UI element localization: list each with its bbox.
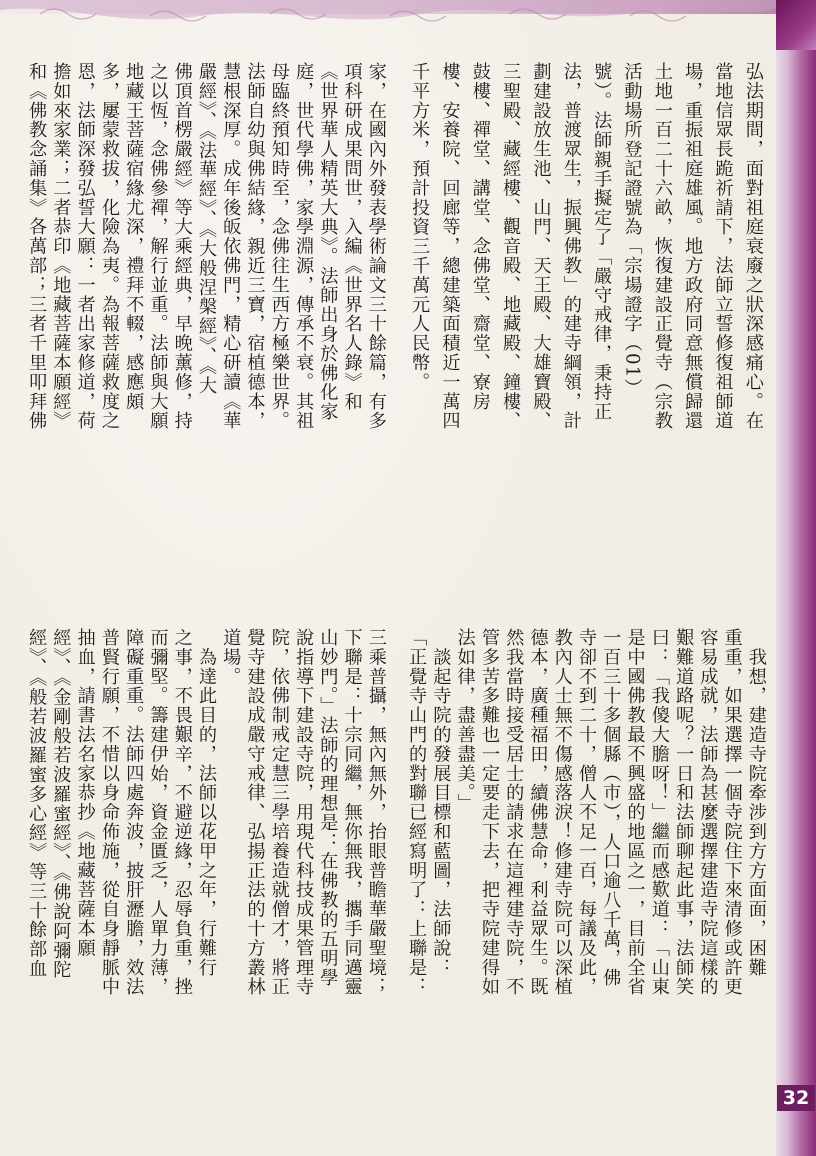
- corner-accent: [776, 0, 816, 56]
- page-number: 32: [777, 1085, 815, 1111]
- text-column: 下聯是：十宗同繼，無你無我，攜手同邁靈: [341, 628, 363, 997]
- text-block-upper-left: [24, 62, 388, 492]
- text-block-upper-right: [404, 62, 768, 492]
- text-column: 我想，建造寺院牽涉到方方面面，困難: [745, 628, 767, 978]
- text-column: 之以恆，念佛參禪，解行並重。法師與大願: [147, 62, 169, 431]
- text-column: 千平方米，預計投資三千萬元人民幣。: [409, 62, 431, 392]
- side-color-band: [776, 50, 816, 1156]
- text-column: 而彌堅。籌建伊始，資金匱乏，人單力薄，: [147, 628, 169, 997]
- text-column: 管多苦多難也一定要走下去，把寺院建得如: [478, 628, 500, 997]
- text-column: 恩，法師深發弘誓大願：一者出家修道，荷: [74, 62, 96, 431]
- text-column: 法師自幼與佛結緣，親近三寶，宿植德本，: [244, 62, 266, 431]
- text-column: 道場。: [220, 628, 242, 687]
- text-column: 是中國佛教最不興盛的地區之一，目前全省: [624, 628, 646, 997]
- text-column: 和《佛教念誦集》各萬部；三者千里叩拜佛: [26, 62, 48, 431]
- text-column: 然我當時接受居士的請求在這裡建寺院，不: [503, 628, 525, 997]
- text-column: 地藏王菩薩宿緣尤深，禮拜不輟，感應頗: [123, 62, 145, 412]
- text-column: 項科研成果問世，入編《世界名人錄》和: [341, 62, 363, 412]
- text-column: 樓、安養院、回廊等，總建築面積近一萬四: [439, 62, 461, 431]
- text-column: 經》、《般若波羅蜜多心經》等三十餘部血: [26, 628, 48, 979]
- text-column: 山妙門。」法師的理想是：在佛教的五明學: [317, 628, 339, 988]
- text-column: 《世界華人精英大典》。法師出身於佛化家: [317, 62, 339, 422]
- text-column: 寺卻不到二十，僧人不足一百，每議及此，: [576, 628, 597, 997]
- text-column: 佛頂首楞嚴經》等大乘經典，早晚薰修，持: [171, 62, 193, 431]
- text-column: 經》、《金剛般若波羅蜜經》、《佛說阿彌陀: [50, 628, 72, 980]
- text-column: 之事，不畏艱辛，不避逆緣，忍辱負重，挫: [171, 628, 193, 997]
- text-column: 重重，如果選擇一個寺院住下來清修或許更: [721, 628, 743, 997]
- text-column: 號）。法師親手擬定了「嚴守戒律，秉持正: [591, 62, 613, 422]
- text-column: 「正覺寺山門的對聯已經寫明了：上聯是：: [406, 628, 428, 997]
- text-column: 為達此目的，法師以花甲之年，行難行: [196, 628, 217, 978]
- text-column: 擔如來家業；二者恭印《地藏菩薩本願經》: [50, 62, 72, 431]
- text-column: 一百三十多個縣（市），人口逾八千萬，佛: [600, 628, 622, 988]
- text-column: 德本，廣種福田，續佛慧命，利益眾生。既: [527, 628, 549, 997]
- text-column: 普賢行願，不惜以身命佈施，從自身靜脈中: [98, 628, 120, 997]
- text-column: 艱難道路呢？一日和法師聊起此事，法師笑: [673, 628, 695, 997]
- text-column: 法如律，盡善盡美。」: [454, 628, 476, 813]
- text-column: 說指導下建設寺院，用現代科技成果管理寺: [293, 628, 315, 997]
- text-column: 談起寺院的發展目標和藍圖，法師說：: [430, 628, 452, 978]
- text-column: 覺寺建設成嚴守戒律、弘揚正法的十方叢林: [244, 628, 266, 997]
- text-block-lower-left: [24, 628, 388, 1118]
- text-column: 庭，世代學佛，家學淵源，傳承不衰。其祖: [293, 62, 315, 431]
- text-column: 抽血，請書法名家恭抄《地藏菩薩本願: [74, 628, 96, 958]
- text-column: 慧根深厚。成年後皈依佛門，精心研讀《華: [220, 62, 242, 431]
- text-column: 院，依佛制戒定慧三學培養造就僧才，將正: [268, 628, 290, 997]
- top-ornament: [0, 0, 816, 50]
- text-column: 三乘普攝，無內無外，抬眼普瞻華嚴聖境；: [365, 628, 387, 997]
- text-column: 三聖殿、藏經樓、觀音殿、地藏殿、鐘樓、: [500, 62, 522, 431]
- text-column: 家，在國內外發表學術論文三十餘篇，有多: [365, 62, 387, 431]
- text-column: 曰：「我傻大膽呀！」繼而感歎道：「山東: [648, 628, 670, 997]
- text-column: 活動場所登記證號為「宗場證字（01）: [621, 62, 643, 398]
- text-column: 鼓樓、禪堂、講堂、念佛堂、齋堂、寮房: [469, 62, 491, 412]
- text-column: 教內人士無不傷感落淚！修建寺院可以深植: [551, 628, 573, 997]
- text-column: 母臨終預知時至，念佛往生西方極樂世界。: [268, 62, 290, 431]
- text-column: 場，重振祖庭雄風。地方政府同意無償歸還: [682, 62, 704, 431]
- text-column: 多，屢蒙救拔，化險為夷。為報菩薩救度之: [98, 62, 120, 431]
- text-block-lower-right: [404, 628, 768, 1118]
- text-column: 容易成就，法師為甚麼選擇建造寺院這樣的: [697, 628, 719, 997]
- text-column: 法，普渡眾生，振興佛教」的建寺綱領，計: [560, 62, 582, 431]
- text-column: 土地一百二十六畝，恢復建設正覺寺（宗教: [651, 62, 673, 431]
- text-column: 當地信眾長跪祈請下，法師立誓修復祖師道: [712, 62, 734, 431]
- text-column: 弘法期間，面對祖庭衰廢之狀深感痛心。在: [742, 62, 764, 431]
- text-column: 劃建設放生池、山門、天王殿、大雄寶殿、: [530, 62, 552, 431]
- text-column: 嚴經》、《法華經》、《大般涅槃經》、《大: [196, 62, 217, 396]
- text-column: 障礙重重。法師四處奔波，披肝瀝膽，效法: [123, 628, 145, 997]
